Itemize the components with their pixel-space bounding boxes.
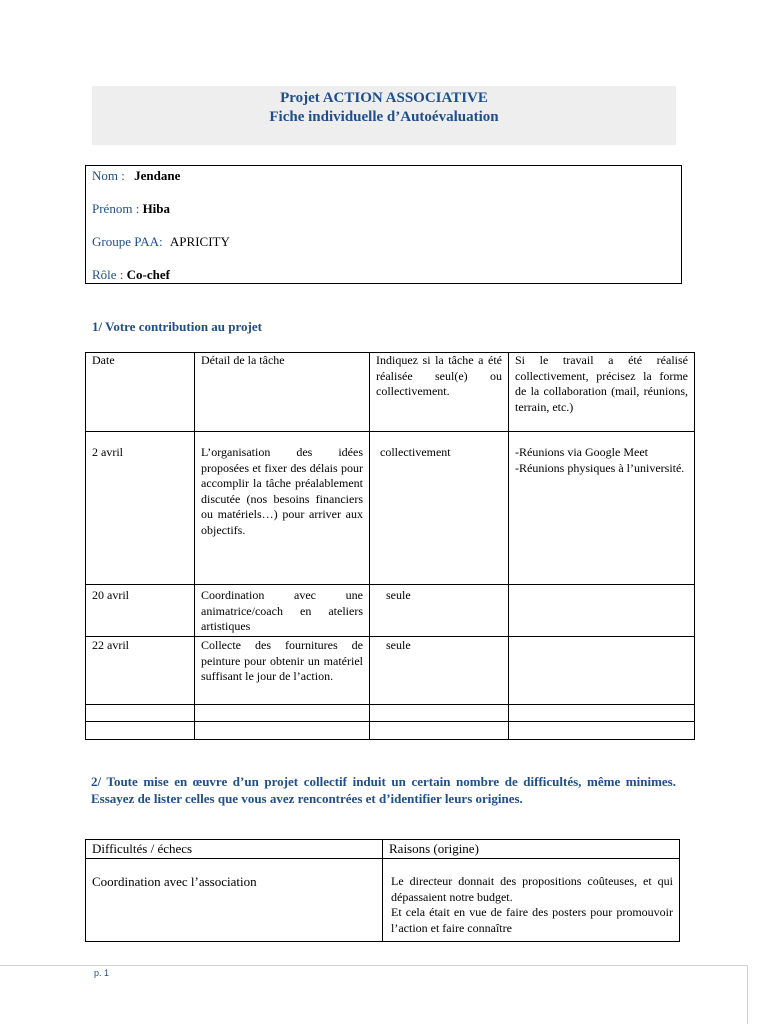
section2-title: 2/ Toute mise en œuvre d’un projet collectif induit un certain nombre de difficultés, même minimes. Essayez de lister celles que vous avez rencontrées et d’identifier leurs origines. xyxy=(91,774,676,806)
header-difficulties: Difficultés / échecs xyxy=(86,840,383,859)
groupe-row xyxy=(92,234,230,250)
row1-date: 2 avril xyxy=(86,432,195,585)
nom-label: Nom : xyxy=(92,168,125,183)
difficulties-table xyxy=(85,839,680,942)
header-collaboration: Si le travail a été réalisé collectivement, précisez la forme de la collaboration (mail, réunions, terrain, etc.) xyxy=(509,353,695,432)
header-detail: Détail de la tâche xyxy=(195,353,370,432)
empty-cell xyxy=(509,722,695,740)
header-date: Date xyxy=(86,353,195,432)
document-title: Projet ACTION ASSOCIATIVE xyxy=(280,90,488,106)
table-row xyxy=(86,722,695,740)
row2-mode: seule xyxy=(370,585,509,637)
table-row xyxy=(86,637,695,705)
reason-1-line2: Et cela était en vue de faire des posters pour promouvoir l’action et faire connaître xyxy=(391,905,673,935)
prenom-value: Hiba xyxy=(142,201,171,216)
table-header-row xyxy=(86,840,680,859)
empty-cell xyxy=(195,705,370,722)
empty-cell xyxy=(86,722,195,740)
title-banner xyxy=(92,86,676,145)
footer-divider xyxy=(0,965,748,966)
empty-cell xyxy=(509,705,695,722)
page-edge xyxy=(747,965,748,1024)
page-number: p. 1 xyxy=(94,968,110,978)
prenom-row xyxy=(92,201,170,217)
row3-mode: seule xyxy=(370,637,509,705)
identity-box xyxy=(85,165,682,284)
reason-1 xyxy=(383,859,680,942)
row2-date: 20 avril xyxy=(86,585,195,637)
table-row xyxy=(86,705,695,722)
table-header-row xyxy=(86,353,695,432)
role-label: Rôle : xyxy=(92,267,124,282)
reason-1-line1: Le directeur donnait des propositions coûteuses, et qui dépassaient notre budget. xyxy=(391,874,673,904)
table-row xyxy=(86,585,695,637)
empty-cell xyxy=(370,705,509,722)
section1-title: 1/ Votre contribution au projet xyxy=(92,319,262,334)
role-row xyxy=(92,267,170,283)
empty-cell xyxy=(86,705,195,722)
difficulty-1: Coordination avec l’association xyxy=(86,859,383,942)
nom-row xyxy=(92,168,180,184)
row3-detail: Collecte des fournitures de peinture pour obtenir un matériel suffisant le jour de l’action. xyxy=(195,637,370,705)
row1-collab-line2: -Réunions physiques à l’université. xyxy=(515,460,685,475)
empty-cell xyxy=(195,722,370,740)
header-mode: Indiquez si la tâche a été réalisée seul(e) ou collectivement. xyxy=(370,353,509,432)
nom-value: Jendane xyxy=(134,168,181,183)
table-row xyxy=(86,859,680,942)
header-reasons: Raisons (origine) xyxy=(383,840,680,859)
document-subtitle: Fiche individuelle d’Autoévaluation xyxy=(269,109,499,125)
row2-detail: Coordination avec une animatrice/coach en ateliers artistiques xyxy=(195,585,370,637)
table-row xyxy=(86,432,695,585)
row1-detail: L’organisation des idées proposées et fixer des délais pour accomplir la tâche préalablement discutée (nos besoins financiers ou matériels…) pour arriver aux objectifs. xyxy=(195,432,370,585)
groupe-value: APRICITY xyxy=(169,234,230,249)
row1-collab-line1: -Réunions via Google Meet xyxy=(515,445,648,459)
row3-date: 22 avril xyxy=(86,637,195,705)
groupe-label: Groupe PAA: xyxy=(92,234,163,249)
prenom-label: Prénom : xyxy=(92,201,140,216)
row1-mode: collectivement xyxy=(370,432,509,585)
empty-cell xyxy=(370,722,509,740)
row2-collaboration xyxy=(509,585,695,637)
row1-collaboration xyxy=(509,432,695,585)
contribution-table xyxy=(85,352,695,740)
role-value: Co-chef xyxy=(126,267,170,282)
row3-collaboration xyxy=(509,637,695,705)
